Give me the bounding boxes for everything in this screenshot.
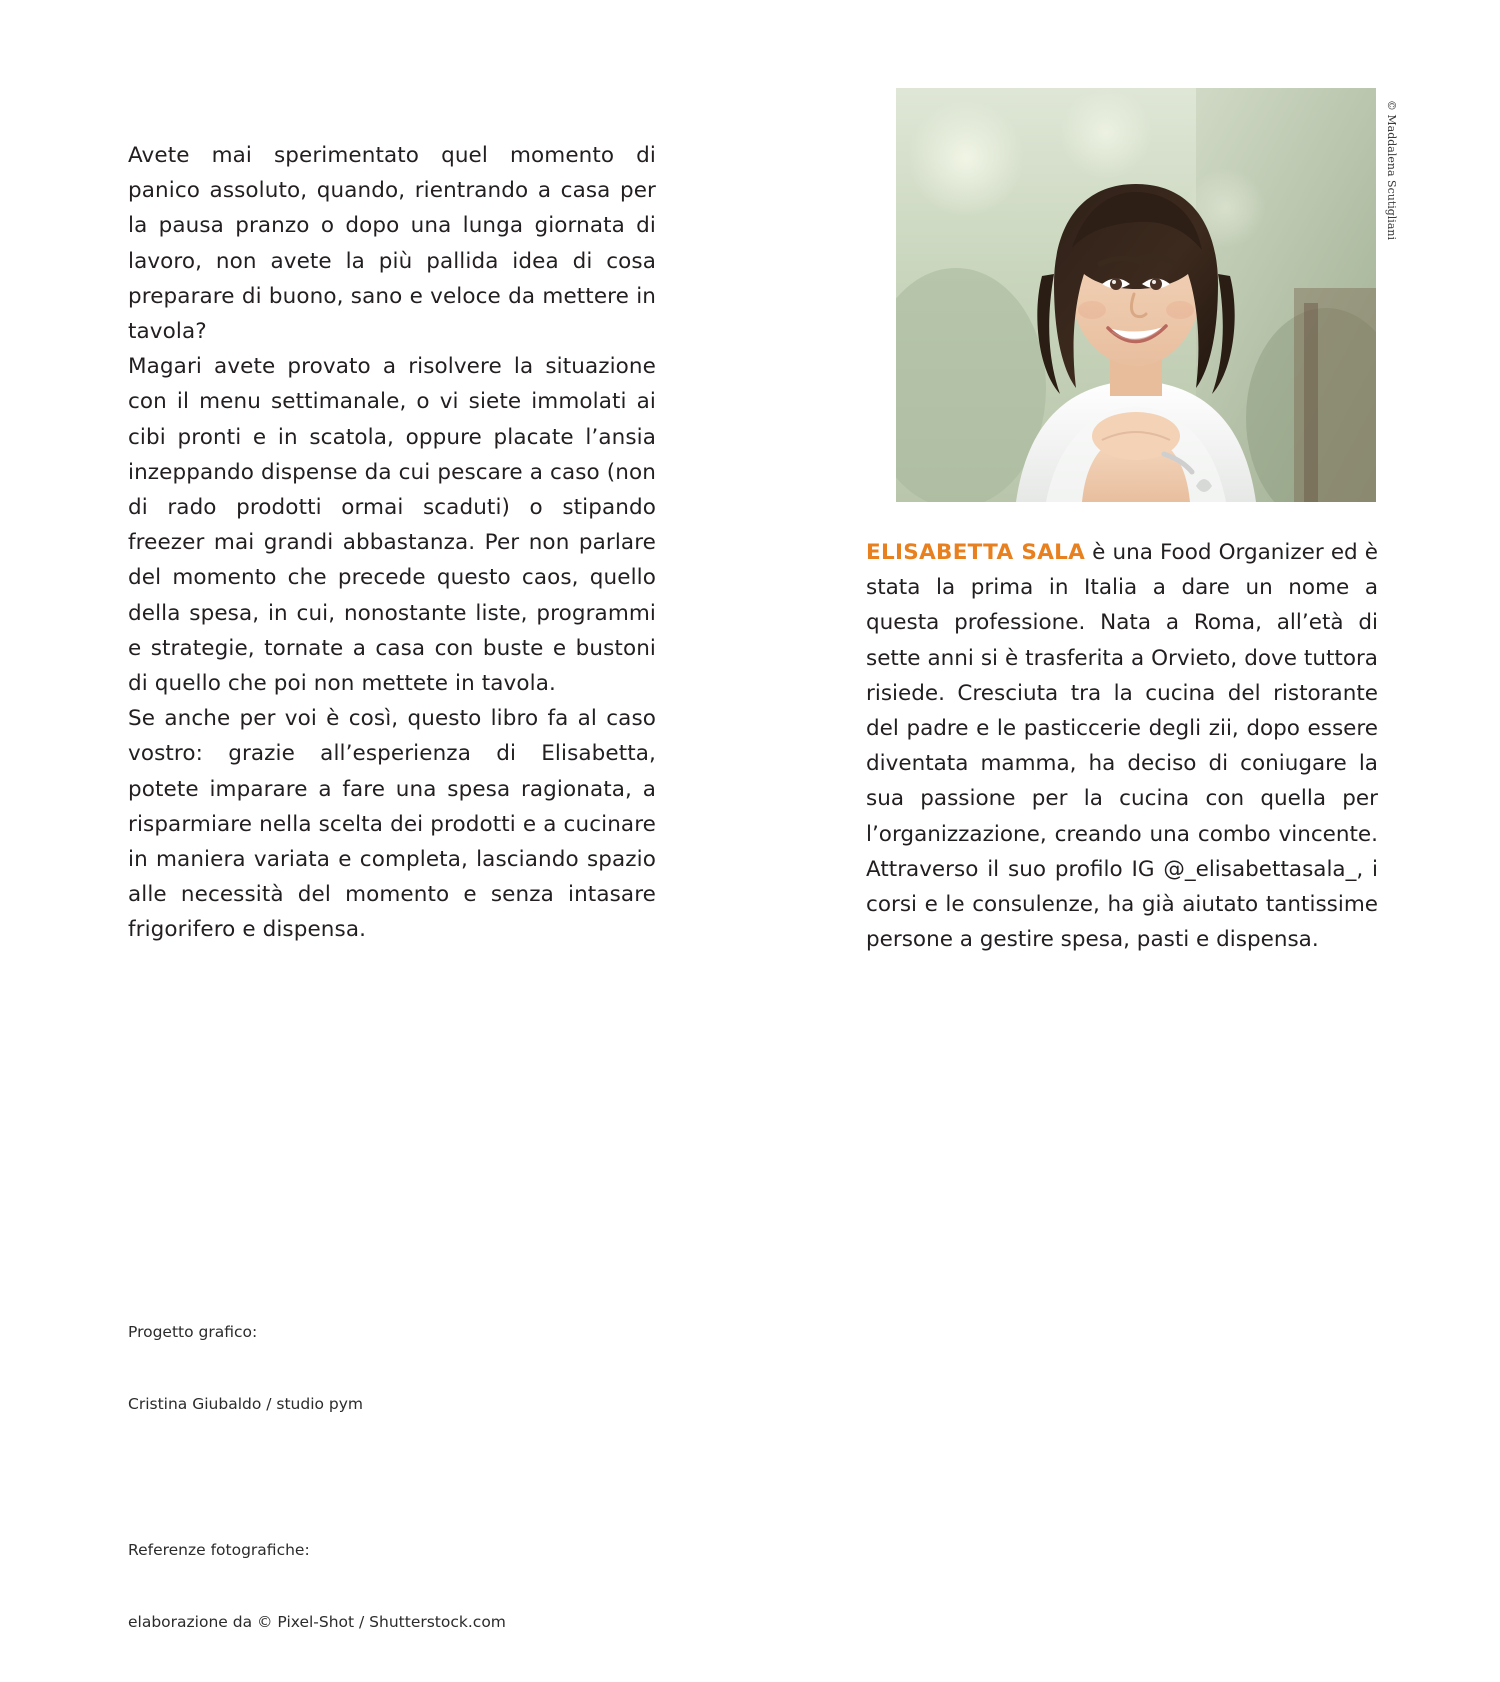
book-blurb [128,138,656,948]
colophon-design-value: Cristina Giubaldo / studio pym [128,1395,364,1413]
colophon-photo-value: elaborazione da © Pixel-Shot / Shutterstock.com [128,1613,506,1631]
author-bio [866,535,1378,957]
colophon-design [128,1272,728,1464]
author-bio-paragraph [866,535,1378,957]
author-photo [896,88,1376,502]
colophon-design-label: Progetto grafico: [128,1323,258,1341]
colophon-photo-credits [128,1490,728,1682]
blurb-paragraph-2: Magari avete provato a risolvere la situazione con il menu settimanale, o vi siete immolati ai cibi pronti e in scatola, oppure placate l’ansia inzeppando dispense da cui pescare a caso (non di rado prodotti ormai scaduti) o stipando freezer mai grandi abbastanza. Per non parlare del momento che precede questo caos, quello della spesa, in cui, nonostante liste, programmi e strategie, tornate a casa con buste e bustoni di quello che poi non mettete in tavola. [128,354,656,697]
colophon-photo-label: Referenze fotografiche: [128,1541,310,1559]
blurb-paragraph-1: Avete mai sperimentato quel momento di panico assoluto, quando, rientrando a casa per la pausa pranzo o dopo una lunga giornata di lavoro, non avete la più pallida idea di cosa preparare di buono, sano e veloce da mettere in tavola? [128,143,656,345]
author-name: ELISABETTA SALA [866,540,1086,565]
colophon [128,1272,728,1682]
author-bio-text: è una Food Organizer ed è stata la prima in Italia a dare un nome a questa professione. Nata a Roma, all’età di sette anni si è trasferita a Orvieto, dove tuttora risiede. Cresciuta tra la cucina del ristorante del padre e le pasticcerie degli zii, dopo essere diventata mamma, ha deciso di coniugare la sua passione per la cucina con quella per l’organizzazione, creando una combo vincente. Attraverso il suo profilo IG @_elisabettasala_, i corsi e le consulenze, ha già aiutato tantissime persone a gestire spesa, pasti e dispensa. [866,540,1379,953]
blurb-paragraph-3: Se anche per voi è così, questo libro fa al caso vostro: grazie all’esperienza di Elisabetta, potete imparare a fare una spesa ragionata, a risparmiare nella scelta dei prodotti e a cucinare in maniera variata e completa, lasciando spazio alle necessità del momento e senza intasare frigorifero e dispensa. [128,706,656,943]
author-photo-block [896,88,1398,502]
photo-credit: © Maddalena Scutigliani [1385,99,1398,240]
